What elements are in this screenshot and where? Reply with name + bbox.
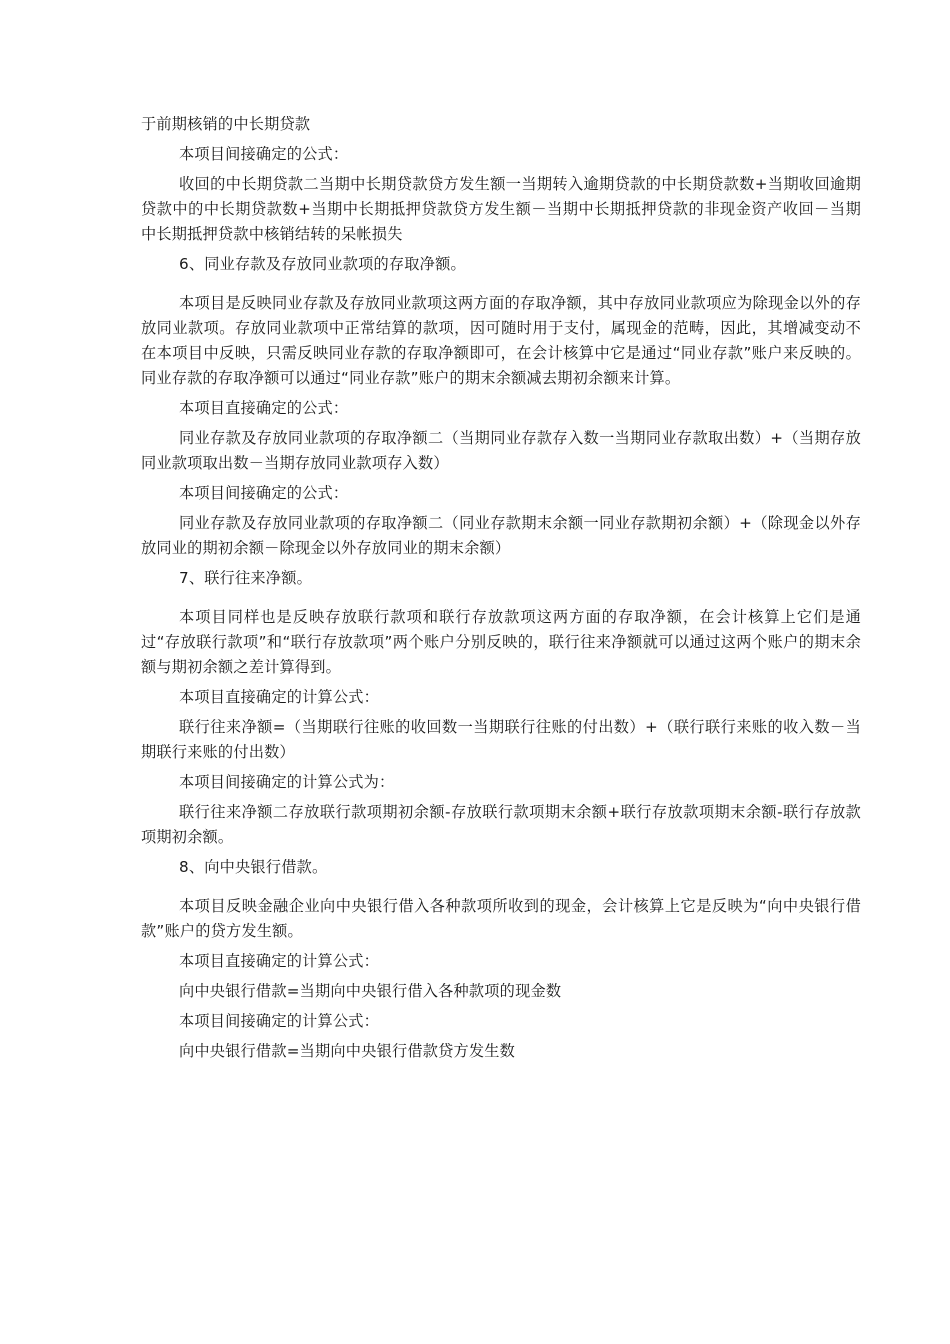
- formula-text: 联行往来净额二存放联行款项期初余额-存放联行款项期末余额+联行存放款项期末余额-联行存放款项期初余额。: [141, 803, 861, 846]
- body-paragraph: 本项目是反映同业存款及存放同业款项这两方面的存取净额，其中存放同业款项应为除现金以外的存放同业款项。存放同业款项中正常结算的款项，因可随时用于支付，属现金的范畴，因此，其增减变动不在本项目中反映，只需反映同业存款的存取净额即可，在会计核算中它是通过“同业存款”账户来反映的。同业存款的存取净额可以通过“同业存款”账户的期末余额减去期初余额来计算。: [141, 294, 861, 387]
- formula-heading-indirect: 本项目间接确定的公式：: [179, 484, 349, 502]
- formula-text: 向中央银行借款=当期向中央银行借款贷方发生数: [179, 1042, 516, 1060]
- section-heading: 7、联行往来净额。: [179, 569, 312, 587]
- formula-text: 向中央银行借款=当期向中央银行借入各种款项的现金数: [179, 982, 562, 1000]
- formula-text: 联行往来净额=（当期联行往账的收回数一当期联行往账的付出数）+（联行联行来账的收入数－当期联行来账的付出数）: [141, 718, 861, 761]
- formula-heading-direct: 本项目直接确定的计算公式：: [179, 688, 380, 706]
- body-paragraph: 本项目同样也是反映存放联行款项和联行存放款项这两方面的存取净额，在会计核算上它们是通过“存放联行款项”和“联行存放款项”两个账户分别反映的，联行往来净额就可以通过这两个账户的期末余额与期初余额之差计算得到。: [141, 608, 861, 676]
- paragraph-continuation: 于前期核销的中长期贷款: [141, 115, 311, 133]
- document-body: [141, 112, 861, 1064]
- formula-heading-indirect: 本项目间接确定的公式：: [179, 145, 349, 163]
- formula-heading-indirect: 本项目间接确定的计算公式：: [179, 1012, 380, 1030]
- formula-heading-direct: 本项目直接确定的公式：: [179, 399, 349, 417]
- body-paragraph: 本项目反映金融企业向中央银行借入各种款项所收到的现金，会计核算上它是反映为“向中央银行借款”账户的贷方发生额。: [141, 897, 861, 940]
- formula-heading-indirect: 本项目间接确定的计算公式为：: [179, 773, 395, 791]
- formula-text: 收回的中长期贷款二当期中长期贷款贷方发生额一当期转入逾期贷款的中长期贷款数+当期收回逾期贷款中的中长期贷款数+当期中长期抵押贷款贷方发生额－当期中长期抵押贷款的非现金资产收回－当期中长期抵押贷款中核销结转的呆帐损失: [141, 175, 861, 243]
- formula-text: 同业存款及存放同业款项的存取净额二（同业存款期末余额一同业存款期初余额）+（除现金以外存放同业的期初余额－除现金以外存放同业的期末余额）: [141, 514, 861, 557]
- formula-heading-direct: 本项目直接确定的计算公式：: [179, 952, 380, 970]
- section-heading: 6、同业存款及存放同业款项的存取净额。: [179, 255, 466, 273]
- formula-text: 同业存款及存放同业款项的存取净额二（当期同业存款存入数一当期同业存款取出数）+（当期存放同业款项取出数－当期存放同业款项存入数）: [141, 429, 861, 472]
- section-heading: 8、向中央银行借款。: [179, 858, 328, 876]
